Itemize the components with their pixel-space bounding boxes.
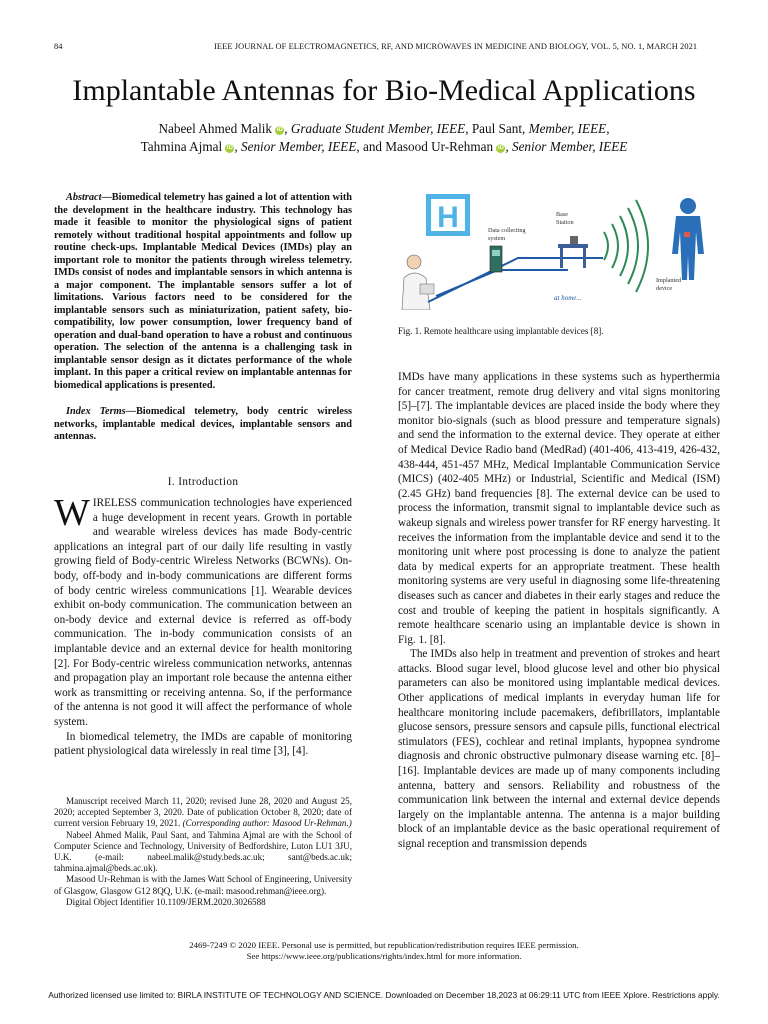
right-column-body	[398, 370, 720, 852]
abstract-text: —Biomedical telemetry has gained a lot of attention with the development in the healthcare industry. This technology has made it feasible to monitor the physiological signs of patient remotely without traditional hospital appointments and follow up routine check-ups. Implantable Medical Devices (IMDs) play an important role to monitor the patients through wireless telemetry. IMDs consist of nodes and implantable sensors in which antenna is a major component. The implantable sensors suffer a lot of limitations. Various factors need to be considered for the implantable sensors such as miniaturization, patient safety, bio-compatibility, low power consumption, lower frequency band of operation and dual-band operation to have a robust and continuous operation. The selection of the antenna is a challenging task in implantable sensor design as it dictates performance of the whole implant. In this paper a critical review on implantable antennas for biomedical applications is presented.	[54, 192, 352, 391]
author-name: Nabeel Ahmed Malik	[158, 121, 272, 136]
device-screen	[492, 250, 500, 256]
label-implanted: Implanted	[656, 277, 682, 284]
copyright-line: See https://www.ieee.org/publications/rights/index.html for more information.	[246, 951, 522, 962]
intro-body	[54, 492, 352, 759]
paragraph: In biomedical telemetry, the IMDs are capable of monitoring patient physiological data wirelessly in real time [3], [4].	[54, 730, 352, 758]
footnote: Nabeel Ahmed Malik, Paul Sant, and Tahmina Ajmal are with the School of Computer Science and Technology, University of Bedfordshire, Luton LU1 3JU, U.K. (e-mail: nabeel.malik@study.beds.ac.uk; sant@beds.ac.uk; tahmina.ajmal@beds.ac.uk).	[54, 829, 352, 874]
orcid-icon[interactable]: iD	[276, 127, 283, 133]
footnote: Masood Ur-Rehman is with the James Watt School of Engineering, University of Glasgow, Glasgow G12 8QQ, U.K. (e-mail: masood.rehman@ieee.org).	[54, 874, 352, 896]
footnote-corresponding: (Corresponding author: Masood Ur-Rehman.)	[182, 818, 352, 829]
copyright-notice	[0, 940, 768, 963]
figure-remote-healthcare	[398, 192, 720, 310]
separator: ,	[606, 121, 610, 136]
license-notice: Authorized licensed use limited to: BIRLA INSTITUTE OF TECHNOLOGY AND SCIENCE. Downloaded on December 18,2023 at 06:29:11 UTC from IEEE Xplore. Restrictions apply.	[48, 990, 720, 1000]
page-number: 84	[54, 42, 63, 51]
author-name: , and Masood Ur-Rehman	[356, 139, 494, 154]
link-line	[436, 270, 568, 296]
hospital-icon: H	[437, 201, 459, 234]
label-data-collecting: Data collecting	[488, 227, 526, 234]
abstract-label: Abstract	[66, 192, 102, 203]
orcid-icon[interactable]: iD	[497, 145, 504, 151]
label-at-home: at home...	[554, 294, 582, 302]
journal-header: IEEE JOURNAL OF ELECTROMAGNETICS, RF, AND MICROWAVES IN MEDICINE AND BIOLOGY, VOL. 5, NO. 1, MARCH 2021	[214, 42, 698, 51]
footnote: Manuscript received March 11, 2020; revised June 28, 2020 and August 25, 2020; accepted September 3, 2020. Date of publication October 8, 2020; date of current version February 19, 2021.	[54, 796, 352, 829]
author-list	[0, 120, 768, 156]
paper-title: Implantable Antennas for Bio-Medical Applications	[72, 74, 696, 107]
footnote: Digital Object Identifier 10.1109/JERM.2020.3026588	[66, 896, 266, 907]
wireless-waves-icon	[604, 200, 648, 292]
copyright-line: 2469-7249 © 2020 IEEE. Personal use is permitted, but republication/redistribution requires IEEE permission.	[189, 940, 579, 950]
paragraph: IRELESS communication technologies have experienced a huge development in recent years. Growth in portable and wearable wireless devices has made Body-centric applications an integral part of our daily life resulting in vastly growing field of Body-centric Wireless Networks (BCWNs). On-body, off-body and in-body communications are different forms of body centric wireless communications [1]. Wearable devices exhibit on-body communication. The communication between an on-body device and external device is referred as off-body communication. The in-body communication consists of an implantable device and an external device for health monitoring [2]. For Body-centric wireless communication networks, antennas and propagation play an important role because the antenna either work as transmitting or receiving antenna. So, if the performance of the antenna is not good it will affect the performance of whole system.	[54, 497, 352, 728]
author-role: , Senior Member, IEEE	[505, 139, 628, 154]
paragraph: The IMDs also help in treatment and prevention of strokes and heart attacks. Blood sugar level, blood glucose level and other bio physical parameters can also be monitored using implantable medical devices. Other applications of medical implants in everyday human life for healthcare monitoring include pacemakers, defibrillators, implantable glucose sensors, pressure sensors and capsule pills, functional electrical stimulators (FES), cochlear and retinal implants, hypopnea syndrome diagnosis and chronic obstructive pulmonary disease warning etc. [8]–[16]. Implantable devices are made up of many components including antenna, battery and sensors. Reliability and robustness of the communication link between the internal and external device depends largely on the implantable antenna. The antenna is a major building block of an implantable device as the basic operational requirement of signal reception and transmission depends	[398, 648, 720, 850]
data-collecting-device-icon	[490, 246, 502, 272]
section-heading: I. Introduction	[167, 476, 239, 488]
author-role: Member, IEEE	[528, 121, 607, 136]
index-terms-text: —Biomedical telemetry, body centric wireless networks, implantable medical devices, implantable sensors and antennas.	[54, 406, 352, 442]
base-station-icon	[558, 236, 588, 268]
author-role: , Graduate Student Member, IEEE	[284, 121, 466, 136]
figure-caption: Fig. 1. Remote healthcare using implantable devices [8].	[398, 326, 604, 336]
author-name: , Paul Sant,	[465, 121, 529, 136]
index-terms-label: Index Terms	[66, 406, 126, 417]
human-body-icon	[672, 198, 704, 280]
author-role: , Senior Member, IEEE	[234, 139, 357, 154]
orcid-icon[interactable]: iD	[226, 145, 233, 151]
author-name: Tahmina Ajmal	[140, 139, 223, 154]
label-system: system	[488, 235, 506, 242]
paragraph: IMDs have many applications in these systems such as hyperthermia for cancer treatment, remote drug delivery and vital signs monitoring [5]–[7]. The implantable devices are placed inside the body where they monitor bio-signals (such as blood pressure and temperature signals) and send the information to the external device. They operate at either of Medical Device Radio band (MedRad) (401-406, 413-419, 426-432, 438-444, 451-457 MHz, Medical Implantable Communication Service (MICS) (402-405 MHz) or Industrial, Scientific and Medical (ISM) (2.45 GHz) band frequencies [8]. The external device can be used to process the information, transmit signal to implantable device such as wakeup signals and wireless power transfer for RF energy harvesting. It receives the information from the implantable device and send it to the monitoring unit where post processing is done to analyze the patient data by medical experts for an appropriate treatment. These health monitoring systems are very useful in diagnosing some life-threatening diseases such as cancer and diabetes in their early stages and reduce the cost and trouble of keeping the patient in hospitals significantly. A remote healthcare scenario using an implantable device is shown in Fig. 1. [8].	[398, 371, 720, 646]
label-base: Base	[556, 211, 569, 218]
index-terms	[54, 406, 352, 444]
abstract	[54, 192, 352, 392]
label-station: Station	[556, 219, 574, 226]
drop-cap: W	[54, 492, 90, 534]
label-device: device	[656, 285, 673, 292]
footnotes	[54, 796, 352, 908]
implanted-device-icon	[684, 232, 690, 237]
